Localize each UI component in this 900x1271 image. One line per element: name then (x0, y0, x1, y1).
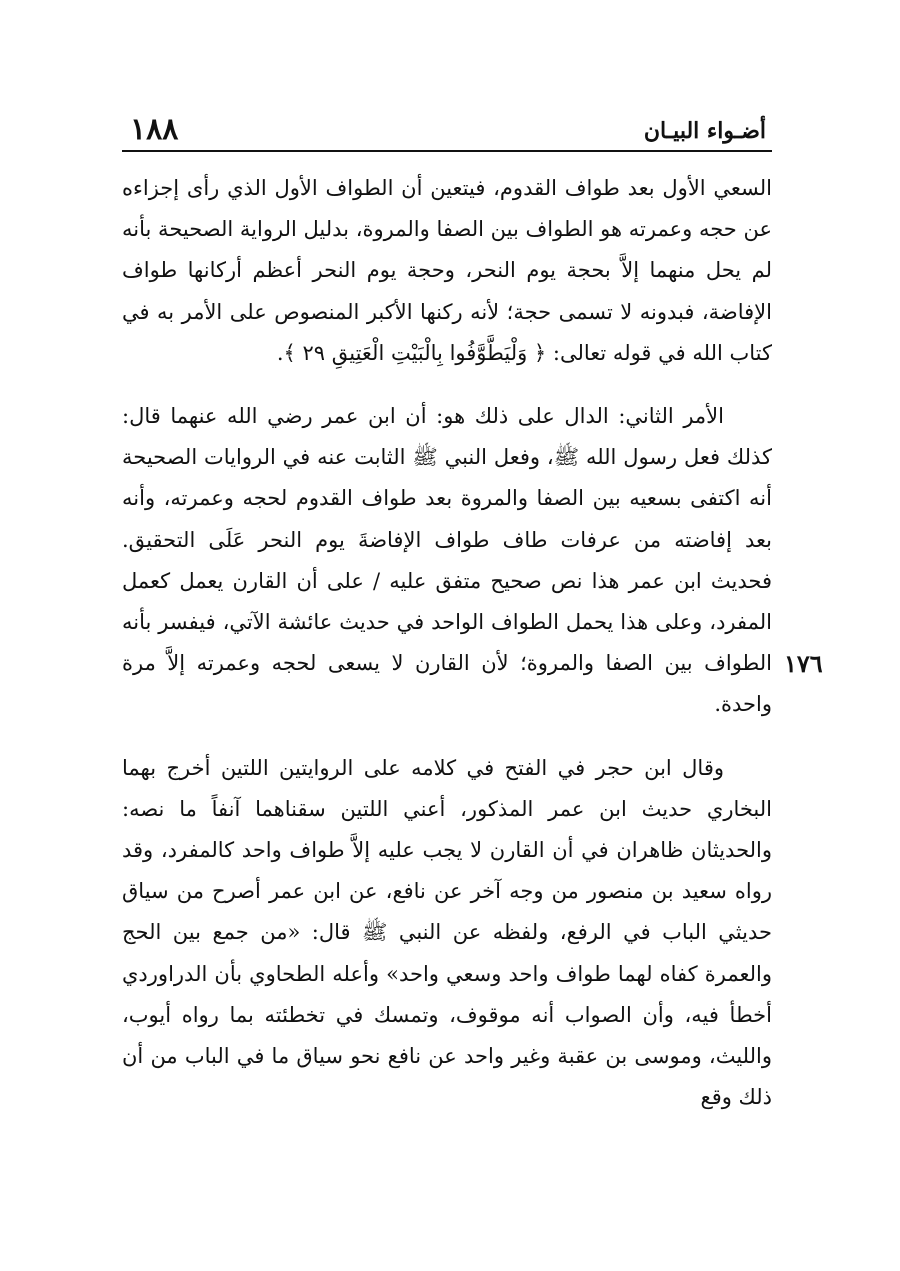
paragraph-1: السعي الأول بعد طواف القدوم، فيتعين أن الطواف الأول الذي رأى إجزاءه عن حجه وعمرته هو الطواف بين الصفا والمروة، بدليل الرواية الصحيحة بأنه لم يحل منهما إلاَّ بحجة يوم النحر، وحجة يوم النحر أعظم أركانها طواف الإفاضة، فبدونه لا تسمى حجة؛ لأنه ركنها الأكبر المنصوص على الأمر به في كتاب الله في قوله تعالى: ﴿ وَلْيَطَّوَّفُوا بِالْبَيْتِ الْعَتِيقِ ٢٩ ﴾. (122, 176, 772, 365)
margin-page-number: ١٧٦ (784, 649, 823, 678)
page-number: ١٨٨ (130, 112, 179, 147)
paragraph-2 (122, 396, 772, 726)
paragraph-3-text: وقال ابن حجر في الفتح في كلامه على الروايتين اللتين أخرج بهما البخاري حديث ابن عمر المذكور، أعني اللتين سقناهما آنفاً ما نصه: والحديثان ظاهران في أن القارن لا يجب عليه إلاَّ طواف واحد كالمفرد، وقد رواه سعيد بن منصور من وجه آخر عن نافع، عن ابن عمر أصرح من سياق حديثي الباب في الرفع، ولفظه عن النبي ﷺ قال: «من جمع بين الحج والعمرة كفاه لهما طواف واحد وسعي واحد» وأعله الطحاوي بأن الدراوردي أخطأ فيه، وأن الصواب أنه موقوف، وتمسك في تخطئته بما رواه أيوب، والليث، وموسى بن عقبة وغير واحد عن نافع نحو سياق ما في الباب من أن ذلك وقع (122, 755, 772, 1110)
paragraph-2-text: الأمر الثاني: الدال على ذلك هو: أن ابن عمر رضي الله عنهما قال: كذلك فعل رسول الله ﷺ، وفعل النبي ﷺ الثابت عنه في الروايات الصحيحة أنه اكتفى بسعيه بين الصفا والمروة بعد طواف القدوم لحجه وعمرته، وأنه بعد إفاضته من عرفات طاف طواف الإفاضةَ يوم النحر عَلَى التحقيق. فحديث ابن عمر هذا نص صحيح متفق عليه / على أن القارن يعمل كعمل المفرد، وعلى هذا يحمل الطواف الواحد في حديث عائشة الآتي، فيفسر بأنه الطواف بين الصفا والمروة؛ لأن القارن لا يسعى لحجه وعمرته إلاَّ مرة واحدة. (122, 404, 772, 717)
book-title: أضـواء البيـان (643, 118, 766, 144)
paragraph-3 (122, 748, 772, 1119)
page-header (122, 112, 772, 148)
body-text (122, 168, 772, 1118)
header-rule (122, 150, 772, 152)
